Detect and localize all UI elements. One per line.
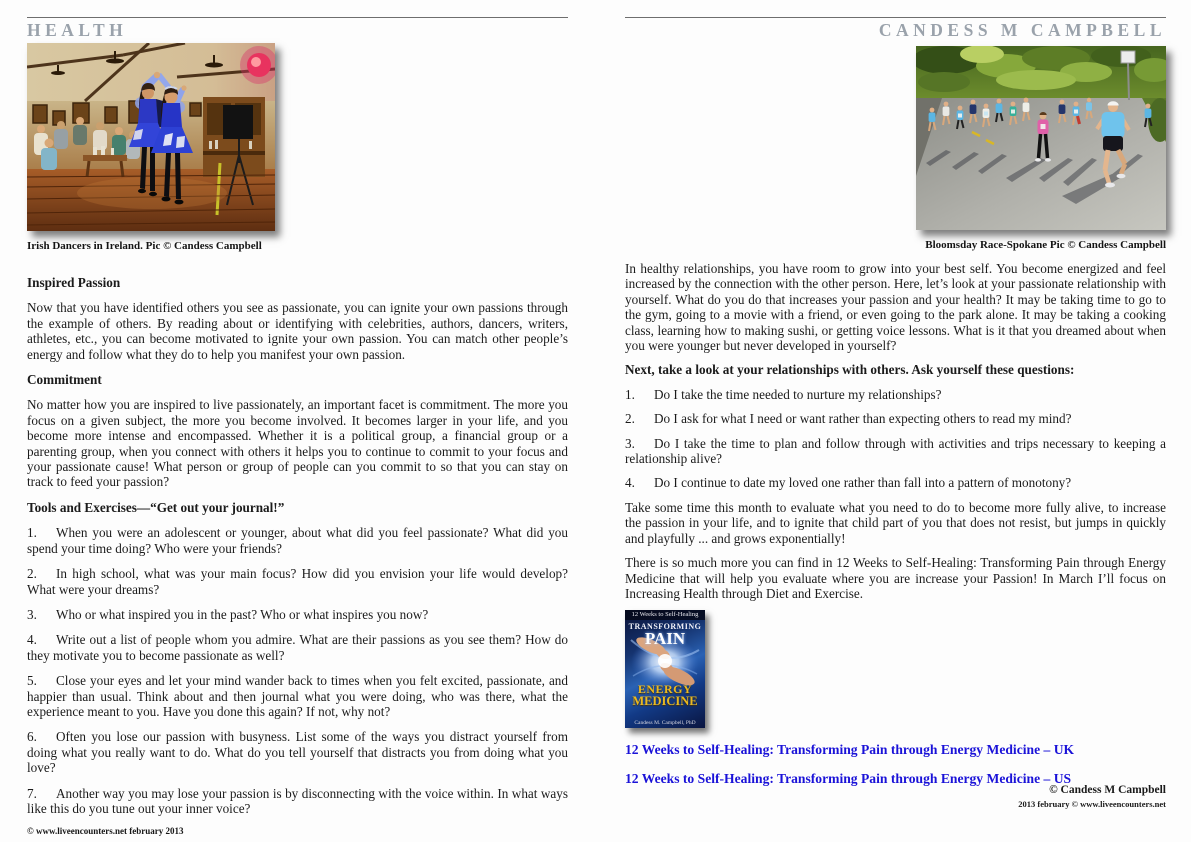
list-item xyxy=(27,632,568,663)
irish-dancers-photo-graphic xyxy=(27,43,275,231)
list-item-text: Do I take the time to plan and follow through with activities and trips necessary to keeping a relationship alive? xyxy=(625,435,1166,467)
list-item-text: Another way you may lose your passion is by disconnecting with the voice within. In what ways like this do you tune out your inner voice? xyxy=(27,785,568,816)
list-item-number: 1. xyxy=(27,525,37,541)
list-item-number: 6. xyxy=(27,729,37,745)
list-item-number: 3. xyxy=(625,435,635,451)
list-item xyxy=(27,525,568,556)
left-photo-caption: Irish Dancers in Ireland. Pic © Candess Campbell xyxy=(27,240,262,252)
list-item-text: Do I continue to date my loved one rather than fall into a pattern of monotony? xyxy=(654,475,1072,491)
right-photo-caption: Bloomsday Race-Spokane Pic © Candess Campbell xyxy=(925,239,1166,251)
list-item-number: 4. xyxy=(27,632,37,648)
list-item xyxy=(27,786,568,817)
paragraph: There is so much more you can find in 12 Weeks to Self-Healing: Transforming Pain through Energy Medicine that will help you evaluate where you are increase your Passion! In March I’ll focus on Increasing Health through Diet and Exercise. xyxy=(625,555,1166,601)
book-title-medicine: MEDICINE xyxy=(632,694,698,709)
left-page-footer: © www.liveencounters.net february 2013 xyxy=(27,826,184,836)
footer-site-credit: 2013 february © www.liveencounters.net xyxy=(1018,799,1166,810)
list-item-number: 4. xyxy=(625,475,635,491)
list-item xyxy=(625,475,1166,490)
questions-heading: Next, take a look at your relationships with others. Ask yourself these questions: xyxy=(625,362,1075,378)
list-item-number: 3. xyxy=(27,606,37,622)
right-header-rule xyxy=(625,17,1166,18)
list-item xyxy=(625,387,1166,402)
book-title-energy: ENERGY xyxy=(637,682,693,697)
book-title-pain: PAIN xyxy=(644,629,686,649)
list-item-number: 5. xyxy=(27,673,37,689)
book-author: Candess M. Campbell, PhD xyxy=(634,720,696,727)
right-page-footer xyxy=(625,784,1166,809)
list-item xyxy=(27,566,568,597)
list-item-text: When you were an adolescent or younger, about what did you feel passionate? What did you spend your time doing? Who were your friends? xyxy=(27,525,568,556)
left-header-rule xyxy=(27,17,568,18)
list-item-number: 2. xyxy=(625,411,635,427)
book-link-us[interactable]: 12 Weeks to Self-Healing: Transforming Pain through Energy Medicine – US xyxy=(625,771,1072,787)
section-heading-tools-exercises: Tools and Exercises—“Get out your journal!” xyxy=(27,499,285,515)
irish-dancers-photo xyxy=(27,43,275,231)
list-item-text: In high school, what was your main focus? How did you envision your life would develop? What were your dreams? xyxy=(27,566,568,597)
right-page-column xyxy=(625,0,1166,809)
bloomsday-race-photo xyxy=(916,46,1166,230)
list-item-text: Who or what inspired you in the past? Who or what inspires you now? xyxy=(56,606,429,622)
list-item xyxy=(27,607,568,622)
left-page-column xyxy=(27,0,568,816)
list-item xyxy=(625,411,1166,426)
list-item-text: Write out a list of people whom you admire. What are their passions as you see them? How do they motivate you to become passionate as well? xyxy=(27,632,568,663)
list-item-number: 7. xyxy=(27,785,37,801)
list-item xyxy=(27,673,568,719)
book-link-uk[interactable]: 12 Weeks to Self-Healing: Transforming Pain through Energy Medicine – UK xyxy=(625,742,1075,758)
list-item-text: Do I ask for what I need or want rather than expecting others to read my mind? xyxy=(654,411,1072,427)
footer-author-credit: © Candess M Campbell xyxy=(1049,784,1166,797)
section-heading-commitment: Commitment xyxy=(27,372,102,388)
list-item xyxy=(27,729,568,775)
list-item-text: Do I take the time needed to nurture my relationships? xyxy=(654,386,942,402)
paragraph: Now that you have identified others you see as passionate, you can ignite your own passions through the example of others. By reading about or identifying with celebrities, authors, dancers, writers, athletes, etc., you can become motivated to ignite your own passion. You can match other people’s energy and follow what they do to help you manifest your own passion. xyxy=(27,300,568,362)
bloomsday-race-photo-graphic xyxy=(916,46,1166,230)
list-item-text: Close your eyes and let your mind wander back to times when you felt excited, passionate, and happier than usual. Think about and then journal what you were doing, who was there, what the experience meant to you. Have you done this again? If not, why not? xyxy=(27,673,568,719)
book-title-transforming: TRANSFORMING xyxy=(628,622,702,632)
section-heading-inspired-passion: Inspired Passion xyxy=(27,275,121,290)
book-cover xyxy=(625,610,705,728)
right-page-kicker: CANDESS M CAMPBELL xyxy=(878,20,1166,40)
list-item-text: Often you lose our passion with busyness. List some of the ways you distract yourself from doing what you really want to do. What do you tell yourself that distracts you from doing what you love? xyxy=(27,729,568,776)
list-item-number: 2. xyxy=(27,566,37,582)
list-item-number: 1. xyxy=(625,386,635,402)
left-page-kicker: HEALTH xyxy=(27,20,128,40)
list-item xyxy=(625,436,1166,467)
book-series-title: 12 Weeks to Self-Healing xyxy=(625,610,705,620)
paragraph: Take some time this month to evaluate what you need to do to become more fully alive, to increase the passion in your life, and to ignite that child part of you that does not resist, but jumps in quickly and playfully ... and grows exponentially! xyxy=(625,499,1166,546)
paragraph: In healthy relationships, you have room to grow into your best self. You become energized and feel increased by the connection with the other person. Here, let’s look at your passionate relationship with yourself. What do you do that increases your passion and your health? It may be taking time to go to the gym, going to a movie with a friend, or even going to the park alone. It may be taking a cooking class, learning how to making sushi, or getting voice lessons. What is it that you dreamed about when you were younger but never developed in yourself? xyxy=(625,261,1166,354)
paragraph: No matter how you are inspired to live passionately, an important facet is commitment. The more you focus on a given subject, the more you become involved. It becomes larger in your life, and you become more intense and encompassed. Whether it is a political group, a financial group or a parenting group, when you connect with others it helps you to continue to commit to your focus and your passionate cause! What person or group of people can you commit to so that you can stay on track to feed your passion? xyxy=(27,397,568,490)
